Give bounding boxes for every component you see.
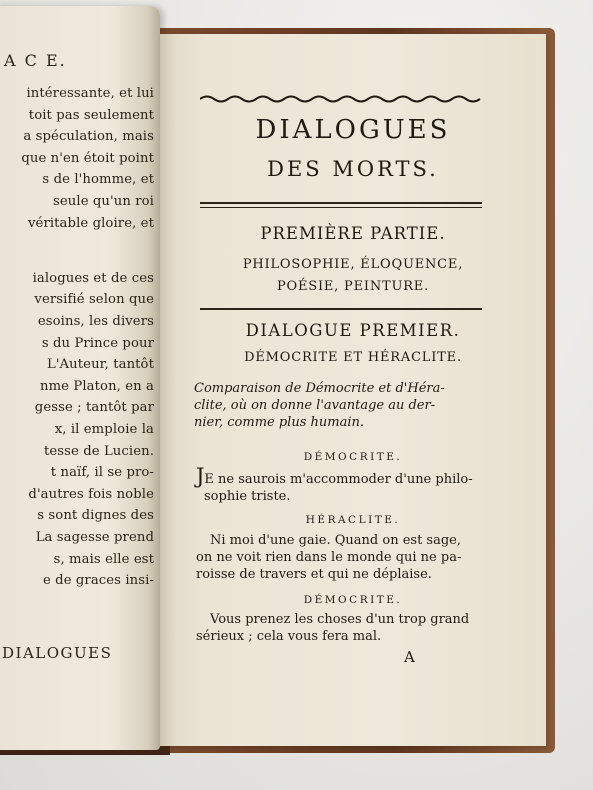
speaker-label: DÉMOCRITE. <box>303 451 403 463</box>
left-page-line: esoins, les divers <box>37 314 154 329</box>
speech-line: Ni moi d'une gaie. Quand on est sage, <box>210 533 461 548</box>
left-page-line: s du Prince pour <box>41 335 154 351</box>
drop-cap: J <box>196 464 205 488</box>
speech-3 <box>196 611 482 645</box>
speech-line: sophie triste. <box>204 489 291 504</box>
left-page-line: toit pas seulement <box>28 107 154 123</box>
left-page-line: s sont dignes des <box>37 508 154 524</box>
part-subtitle-line2: POÉSIE, PEINTURE. <box>276 279 430 294</box>
speech-line: sérieux ; cela vous fera mal. <box>196 629 382 644</box>
left-page-header: A C E. <box>4 51 67 70</box>
left-page-line: tesse de Lucien. <box>43 443 154 459</box>
speech-line: on ne voit rien dans le monde qui ne pa- <box>196 550 462 565</box>
left-page-line: L'Auteur, tantôt <box>46 357 154 373</box>
left-page-line: véritable gloire, et <box>27 215 154 231</box>
speaker-label: DÉMOCRITE. <box>303 594 403 606</box>
speech-line: Vous prenez les choses d'un trop grand <box>210 612 470 627</box>
dialogue-subtitle: DÉMOCRITE ET HÉRACLITE. <box>244 350 462 365</box>
left-page-line: nme Platon, en a <box>39 378 154 394</box>
left-page-line: intéressante, et lui <box>26 86 154 101</box>
double-rule-bottom <box>200 207 482 208</box>
left-page-line: x, il emploie la <box>54 422 154 437</box>
left-page <box>0 6 160 750</box>
left-page-line: t naïf, il se pro- <box>50 465 154 481</box>
argument-text <box>194 380 476 431</box>
speech-1 <box>196 466 482 505</box>
wavy-ornament <box>200 94 482 104</box>
argument-line: clite, où on donne l'avantage au der- <box>194 398 436 413</box>
signature-mark: A <box>404 648 415 666</box>
speaker-label: HÉRACLITE. <box>305 514 401 526</box>
left-page-line: d'autres fois noble <box>28 486 154 502</box>
left-page-line: ialogues et de ces <box>32 270 154 286</box>
argument-line: Comparaison de Démocrite et d'Héra- <box>194 381 445 396</box>
dialogue-title: DIALOGUE PREMIER. <box>245 321 461 340</box>
speech-2 <box>196 532 482 583</box>
left-page-line: que n'en étoit point <box>21 150 154 166</box>
argument-line: nier, comme plus humain. <box>194 415 365 430</box>
book-title-line1: DIALOGUES <box>255 115 451 145</box>
speech-line: roisse de travers et qui ne déplaise. <box>196 567 432 582</box>
left-page-catchword: DIALOGUES <box>2 644 113 662</box>
left-page-line: s, mais elle est <box>53 551 154 567</box>
left-page-line: a spéculation, mais <box>23 129 154 145</box>
double-rule-top <box>200 202 482 204</box>
left-page-line: seule qu'un roi <box>53 194 154 209</box>
left-page-line: s de l'homme, et <box>42 172 154 188</box>
book-title-line2: DES MORTS. <box>267 157 439 181</box>
left-page-line: gesse ; tantôt par <box>34 400 154 416</box>
part-subtitle-line1: PHILOSOPHIE, ÉLOQUENCE, <box>242 257 464 272</box>
section-rule <box>200 308 482 310</box>
left-page-line: e de graces insi- <box>42 573 154 589</box>
speech-line: E ne saurois m'accommoder d'une philo- <box>204 472 473 487</box>
left-page-line: versifié selon que <box>34 292 154 308</box>
left-page-line: La sagesse prend <box>35 530 154 545</box>
part-title: PREMIÈRE PARTIE. <box>260 224 446 243</box>
